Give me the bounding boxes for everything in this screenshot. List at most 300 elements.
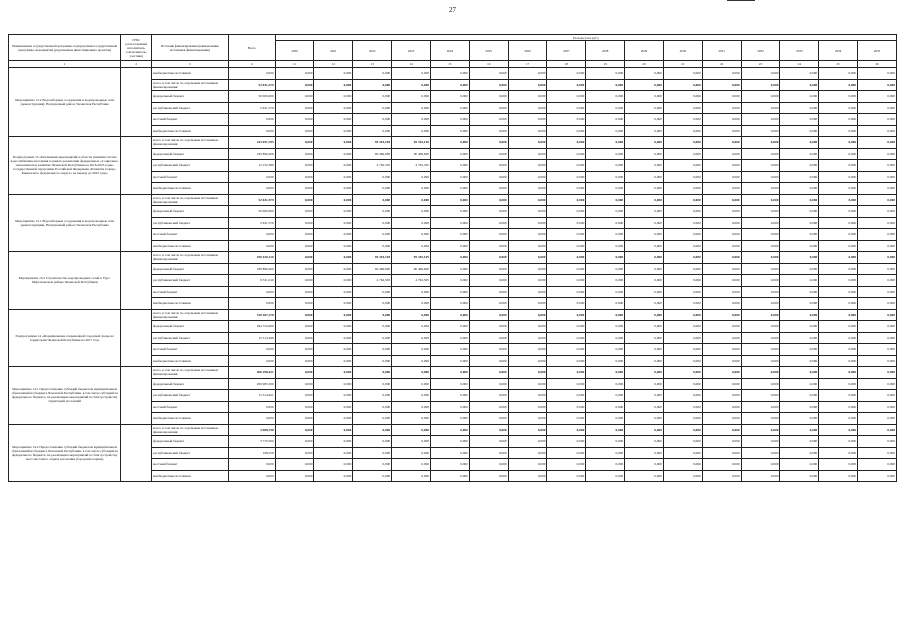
year-value-cell: 0,000 — [663, 321, 702, 333]
year-value-cell: 0,000 — [663, 309, 702, 321]
year-value-cell: 0,000 — [625, 321, 664, 333]
year-value-cell: 0,000 — [392, 367, 431, 379]
year-value-cell: 0,000 — [741, 286, 780, 298]
year-value-cell: 0,000 — [392, 378, 431, 390]
year-value-cell: 0,000 — [780, 263, 819, 275]
year-value-cell: 0,000 — [780, 332, 819, 344]
column-number: 17 — [508, 61, 547, 68]
year-value-cell: 0,000 — [819, 390, 858, 402]
total-cell: 290 983,500 — [228, 378, 275, 390]
year-value-cell: 4 762,505 — [392, 275, 431, 287]
year-value-cell: 0,000 — [625, 367, 664, 379]
year-value-cell: 0,000 — [430, 378, 469, 390]
year-value-cell: 0,000 — [586, 68, 625, 80]
year-value-cell: 0,000 — [625, 275, 664, 287]
year-value-cell: 0,000 — [625, 401, 664, 413]
year-value-cell: 0,000 — [430, 171, 469, 183]
year-value-cell: 0,000 — [508, 79, 547, 91]
year-value-cell: 0,000 — [819, 160, 858, 172]
year-value-cell: 0,000 — [275, 436, 314, 448]
year-value-cell: 0,000 — [858, 436, 897, 448]
year-value-cell: 0,000 — [547, 160, 586, 172]
table-row — [9, 68, 897, 80]
year-value-cell: 0,000 — [353, 309, 392, 321]
year-value-cell: 0,000 — [392, 470, 431, 482]
year-value-cell: 0,000 — [625, 217, 664, 229]
year-value-cell: 0,000 — [586, 171, 625, 183]
year-value-cell: 0,000 — [780, 447, 819, 459]
year-value-cell: 0,000 — [858, 413, 897, 425]
year-value-cell: 0,000 — [702, 378, 741, 390]
year-value-cell: 0,000 — [314, 424, 353, 436]
column-number: 16 — [469, 61, 508, 68]
year-value-cell: 0,000 — [430, 240, 469, 252]
year-value-cell: 0,000 — [858, 332, 897, 344]
year-value-cell: 0,000 — [741, 194, 780, 206]
year-value-cell: 0,000 — [663, 355, 702, 367]
year-value-cell: 0,000 — [625, 378, 664, 390]
year-value-cell: 0,000 — [819, 286, 858, 298]
year-value-cell: 0,000 — [819, 413, 858, 425]
year-value-cell: 0,000 — [702, 160, 741, 172]
year-value-cell: 0,000 — [702, 275, 741, 287]
year-value-cell: 0,000 — [392, 102, 431, 114]
source-cell: федеральный бюджет — [152, 378, 229, 390]
year-value-cell: 0,000 — [469, 298, 508, 310]
year-value-cell: 0,000 — [819, 401, 858, 413]
year-value-cell: 0,000 — [586, 206, 625, 218]
header-year: 2030 — [663, 41, 702, 61]
year-value-cell: 0,000 — [275, 114, 314, 126]
year-value-cell: 0,000 — [819, 378, 858, 390]
year-value-cell: 0,000 — [508, 91, 547, 103]
year-value-cell: 0,000 — [702, 309, 741, 321]
total-cell: 50 000,000 — [228, 91, 275, 103]
column-number: 22 — [702, 61, 741, 68]
year-value-cell: 0,000 — [353, 332, 392, 344]
year-value-cell: 0,000 — [819, 148, 858, 160]
year-value-cell: 0,000 — [508, 263, 547, 275]
year-value-cell: 0,000 — [508, 298, 547, 310]
year-value-cell: 0,000 — [430, 321, 469, 333]
year-value-cell: 0,000 — [469, 125, 508, 137]
year-value-cell: 0,000 — [741, 470, 780, 482]
year-value-cell: 0,000 — [275, 252, 314, 264]
year-value-cell: 0,000 — [469, 367, 508, 379]
year-value-cell: 0,000 — [314, 137, 353, 149]
year-value-cell: 0,000 — [858, 114, 897, 126]
year-value-cell: 0,000 — [430, 470, 469, 482]
year-value-cell: 0,000 — [625, 148, 664, 160]
year-value-cell: 0,000 — [625, 160, 664, 172]
year-value-cell: 0,000 — [430, 263, 469, 275]
year-value-cell: 0,000 — [663, 459, 702, 471]
year-value-cell: 0,000 — [275, 68, 314, 80]
year-value-cell: 0,000 — [508, 413, 547, 425]
year-value-cell: 0,000 — [430, 459, 469, 471]
year-value-cell: 0,000 — [625, 424, 664, 436]
year-value-cell: 0,000 — [780, 160, 819, 172]
year-value-cell: 0,000 — [819, 436, 858, 448]
year-value-cell: 0,000 — [469, 355, 508, 367]
year-value-cell: 0,000 — [586, 160, 625, 172]
year-value-cell: 0,000 — [780, 344, 819, 356]
total-cell: 294 754,000 — [228, 321, 275, 333]
year-value-cell: 0,000 — [586, 229, 625, 241]
year-value-cell: 95 310,105 — [392, 252, 431, 264]
year-value-cell: 0,000 — [275, 378, 314, 390]
source-cell: местный бюджет — [152, 344, 229, 356]
year-value-cell: 0,000 — [625, 355, 664, 367]
year-value-cell: 0,000 — [663, 424, 702, 436]
year-value-cell: 0,000 — [430, 183, 469, 195]
year-value-cell: 0,000 — [858, 183, 897, 195]
year-value-cell: 0,000 — [663, 91, 702, 103]
year-value-cell: 0,000 — [741, 436, 780, 448]
year-value-cell: 0,000 — [430, 298, 469, 310]
column-number: 23 — [741, 61, 780, 68]
year-value-cell: 0,000 — [780, 367, 819, 379]
table-row — [9, 252, 897, 264]
year-value-cell: 0,000 — [508, 309, 547, 321]
year-value-cell: 0,000 — [392, 240, 431, 252]
header-year: 2025 — [469, 41, 508, 61]
year-value-cell: 0,000 — [508, 68, 547, 80]
year-value-cell: 0,000 — [392, 413, 431, 425]
year-value-cell: 0,000 — [625, 229, 664, 241]
grbs-cell — [121, 68, 152, 137]
year-value-cell: 0,000 — [663, 114, 702, 126]
total-cell: 0,000 — [228, 240, 275, 252]
year-value-cell: 0,000 — [314, 309, 353, 321]
event-name: Подпрограмма 14 «Формирование современной городской среды на территории Чеченской Республики на 2017 год» — [9, 309, 121, 367]
year-value-cell: 0,000 — [663, 252, 702, 264]
year-value-cell: 0,000 — [508, 321, 547, 333]
year-value-cell: 0,000 — [819, 344, 858, 356]
year-value-cell: 0,000 — [741, 390, 780, 402]
table-row — [9, 309, 897, 321]
year-value-cell: 0,000 — [741, 401, 780, 413]
year-value-cell: 0,000 — [392, 321, 431, 333]
year-value-cell: 0,000 — [392, 332, 431, 344]
year-value-cell: 0,000 — [469, 137, 508, 149]
header-year: 2031 — [702, 41, 741, 61]
year-value-cell: 0,000 — [469, 217, 508, 229]
year-value-cell: 0,000 — [780, 194, 819, 206]
year-value-cell: 0,000 — [702, 125, 741, 137]
year-value-cell: 0,000 — [702, 470, 741, 482]
year-value-cell: 0,000 — [392, 459, 431, 471]
total-cell: 0,000 — [228, 459, 275, 471]
total-cell: 3 770,500 — [228, 436, 275, 448]
year-value-cell: 0,000 — [314, 321, 353, 333]
year-value-cell: 0,000 — [353, 102, 392, 114]
year-value-cell: 0,000 — [392, 309, 431, 321]
year-value-cell: 0,000 — [353, 114, 392, 126]
year-value-cell: 0,000 — [663, 79, 702, 91]
year-value-cell: 0,000 — [430, 286, 469, 298]
year-value-cell: 0,000 — [508, 401, 547, 413]
table-row — [9, 367, 897, 379]
event-name: Мероприятие 14.1 Предоставление субсидий бюджетам муниципальных образований из бюджета Чеченской Республики, в том числе субсидий из федерального бюджета, на реализацию мероприятий по благоустройству территорий поселений — [9, 367, 121, 425]
year-value-cell: 0,000 — [353, 459, 392, 471]
column-number: 20 — [625, 61, 664, 68]
year-value-cell: 0,000 — [547, 459, 586, 471]
year-value-cell: 0,000 — [547, 286, 586, 298]
year-value-cell: 0,000 — [780, 298, 819, 310]
total-cell: 243 051,795 — [228, 137, 275, 149]
header-year: 2035 — [858, 41, 897, 61]
year-value-cell: 0,000 — [430, 229, 469, 241]
year-value-cell: 0,000 — [392, 206, 431, 218]
year-value-cell: 0,000 — [702, 332, 741, 344]
year-value-cell: 0,000 — [663, 436, 702, 448]
year-value-cell: 0,000 — [780, 217, 819, 229]
year-value-cell: 0,000 — [508, 217, 547, 229]
year-value-cell: 0,000 — [392, 91, 431, 103]
year-value-cell: 0,000 — [275, 263, 314, 275]
header-year: 2027 — [547, 41, 586, 61]
year-value-cell: 0,000 — [663, 229, 702, 241]
year-value-cell: 0,000 — [780, 309, 819, 321]
total-cell: 52 631,579 — [228, 79, 275, 91]
year-value-cell: 0,000 — [314, 171, 353, 183]
header-source: Источник финансирования (наименования источников финансирования) — [152, 35, 229, 61]
year-value-cell: 0,000 — [858, 263, 897, 275]
year-value-cell: 0,000 — [547, 275, 586, 287]
year-value-cell: 0,000 — [314, 68, 353, 80]
year-value-cell: 0,000 — [547, 378, 586, 390]
year-value-cell: 0,000 — [780, 79, 819, 91]
year-value-cell: 0,000 — [275, 160, 314, 172]
year-value-cell: 0,000 — [780, 183, 819, 195]
year-value-cell: 0,000 — [392, 344, 431, 356]
year-value-cell: 0,000 — [780, 401, 819, 413]
year-value-cell: 0,000 — [702, 321, 741, 333]
year-value-cell: 0,000 — [625, 332, 664, 344]
year-value-cell: 0,000 — [780, 470, 819, 482]
year-value-cell: 0,000 — [780, 137, 819, 149]
year-value-cell: 0,000 — [275, 298, 314, 310]
grbs-cell — [121, 424, 152, 482]
year-value-cell: 0,000 — [663, 263, 702, 275]
year-value-cell: 0,000 — [625, 286, 664, 298]
year-value-cell: 0,000 — [547, 401, 586, 413]
year-value-cell: 0,000 — [430, 447, 469, 459]
year-value-cell: 0,000 — [353, 413, 392, 425]
year-value-cell: 0,000 — [780, 229, 819, 241]
year-value-cell: 0,000 — [392, 424, 431, 436]
source-cell: всего, в том числе по отдельным источникам финансирования: — [152, 79, 229, 91]
year-value-cell: 0,000 — [508, 252, 547, 264]
year-value-cell: 0,000 — [314, 298, 353, 310]
year-value-cell: 0,000 — [586, 148, 625, 160]
year-value-cell: 0,000 — [741, 344, 780, 356]
year-value-cell: 0,000 — [702, 424, 741, 436]
year-value-cell: 0,000 — [858, 286, 897, 298]
year-value-cell: 0,000 — [353, 91, 392, 103]
year-value-cell: 0,000 — [663, 275, 702, 287]
year-value-cell: 0,000 — [741, 240, 780, 252]
year-value-cell: 0,000 — [780, 68, 819, 80]
year-value-cell: 0,000 — [353, 436, 392, 448]
year-value-cell: 0,000 — [663, 447, 702, 459]
header-year: 2021 — [314, 41, 353, 61]
year-value-cell: 0,000 — [858, 447, 897, 459]
year-value-cell: 0,000 — [469, 390, 508, 402]
year-value-cell: 0,000 — [586, 240, 625, 252]
year-value-cell: 0,000 — [586, 436, 625, 448]
year-value-cell: 0,000 — [430, 217, 469, 229]
total-cell: 0,000 — [228, 183, 275, 195]
total-cell: 15 513,269 — [228, 332, 275, 344]
year-value-cell: 0,000 — [353, 298, 392, 310]
year-value-cell: 0,000 — [780, 102, 819, 114]
year-value-cell: 0,000 — [392, 183, 431, 195]
year-value-cell: 0,000 — [702, 68, 741, 80]
year-value-cell: 0,000 — [314, 436, 353, 448]
year-value-cell: 0,000 — [663, 206, 702, 218]
year-value-cell: 0,000 — [314, 229, 353, 241]
year-value-cell: 0,000 — [469, 252, 508, 264]
year-value-cell: 0,000 — [547, 171, 586, 183]
year-value-cell: 0,000 — [780, 275, 819, 287]
year-value-cell: 0,000 — [469, 286, 508, 298]
year-value-cell: 0,000 — [275, 275, 314, 287]
year-value-cell: 0,000 — [275, 91, 314, 103]
year-value-cell: 0,000 — [430, 367, 469, 379]
year-value-cell: 0,000 — [741, 413, 780, 425]
total-cell: 0,000 — [228, 344, 275, 356]
year-value-cell: 0,000 — [741, 275, 780, 287]
year-value-cell: 4 762,505 — [353, 160, 392, 172]
year-value-cell: 0,000 — [819, 459, 858, 471]
table-row — [9, 194, 897, 206]
year-value-cell: 0,000 — [314, 401, 353, 413]
source-cell: республиканский бюджет — [152, 217, 229, 229]
year-value-cell: 0,000 — [819, 206, 858, 218]
total-cell: 0,000 — [228, 125, 275, 137]
year-value-cell: 0,000 — [780, 321, 819, 333]
year-value-cell: 0,000 — [547, 91, 586, 103]
year-value-cell: 0,000 — [314, 332, 353, 344]
year-value-cell: 95 310,105 — [392, 137, 431, 149]
year-value-cell: 0,000 — [586, 413, 625, 425]
year-value-cell: 0,000 — [392, 79, 431, 91]
year-value-cell: 0,000 — [741, 263, 780, 275]
year-value-cell: 0,000 — [314, 102, 353, 114]
year-value-cell: 0,000 — [702, 183, 741, 195]
year-value-cell: 0,000 — [625, 102, 664, 114]
year-value-cell: 0,000 — [392, 125, 431, 137]
total-cell: 3 968,758 — [228, 424, 275, 436]
year-value-cell: 0,000 — [508, 206, 547, 218]
year-value-cell: 0,000 — [314, 378, 353, 390]
year-value-cell: 0,000 — [702, 229, 741, 241]
year-value-cell: 0,000 — [702, 171, 741, 183]
year-value-cell: 0,000 — [858, 401, 897, 413]
year-value-cell: 0,000 — [702, 436, 741, 448]
header-year: 2022 — [353, 41, 392, 61]
column-number: 4 — [228, 61, 275, 68]
year-value-cell: 0,000 — [547, 240, 586, 252]
year-value-cell: 0,000 — [858, 459, 897, 471]
grbs-cell — [121, 194, 152, 252]
year-value-cell: 0,000 — [586, 183, 625, 195]
year-value-cell: 0,000 — [858, 206, 897, 218]
year-value-cell: 0,000 — [625, 91, 664, 103]
column-number: 19 — [586, 61, 625, 68]
year-value-cell: 0,000 — [314, 114, 353, 126]
total-cell: 50 000,000 — [228, 206, 275, 218]
header-event: Наименование государственной программы, подпрограммы государственной программы, мероприятия (укрупненных инвестиционных проектов) — [9, 35, 121, 61]
year-value-cell: 0,000 — [314, 413, 353, 425]
year-value-cell: 0,000 — [586, 401, 625, 413]
year-value-cell: 0,000 — [353, 470, 392, 482]
year-value-cell: 0,000 — [547, 332, 586, 344]
year-value-cell: 0,000 — [508, 344, 547, 356]
year-value-cell: 90 469,600 — [353, 263, 392, 275]
year-value-cell: 0,000 — [275, 125, 314, 137]
year-value-cell: 0,000 — [469, 102, 508, 114]
year-value-cell: 0,000 — [508, 355, 547, 367]
year-value-cell: 0,000 — [625, 413, 664, 425]
year-value-cell: 0,000 — [586, 217, 625, 229]
year-value-cell: 0,000 — [430, 390, 469, 402]
year-value-cell: 0,000 — [469, 183, 508, 195]
year-value-cell: 0,000 — [353, 286, 392, 298]
table-header — [9, 35, 897, 68]
table-row — [9, 137, 897, 149]
year-value-cell: 0,000 — [469, 436, 508, 448]
header-year: 2024 — [430, 41, 469, 61]
year-value-cell: 0,000 — [702, 263, 741, 275]
year-value-cell: 0,000 — [508, 424, 547, 436]
event-name: Мероприятие 13.1 Водозаборные сооружения и водопроводные сети (реконструкция). Надтеречный район, Чеченская Республика — [9, 194, 121, 252]
source-cell: местный бюджет — [152, 171, 229, 183]
year-value-cell: 0,000 — [547, 125, 586, 137]
year-value-cell: 0,000 — [508, 275, 547, 287]
year-value-cell: 0,000 — [469, 79, 508, 91]
year-value-cell: 4 762,505 — [392, 160, 431, 172]
year-value-cell: 0,000 — [353, 367, 392, 379]
year-value-cell: 0,000 — [819, 240, 858, 252]
year-value-cell: 0,000 — [819, 194, 858, 206]
source-cell: местный бюджет — [152, 401, 229, 413]
year-value-cell: 0,000 — [275, 148, 314, 160]
year-value-cell: 0,000 — [663, 160, 702, 172]
year-value-cell: 0,000 — [353, 68, 392, 80]
year-value-cell: 0,000 — [314, 252, 353, 264]
header-year: 2032 — [741, 41, 780, 61]
total-cell: 0,000 — [228, 229, 275, 241]
year-value-cell: 0,000 — [702, 401, 741, 413]
year-value-cell: 0,000 — [702, 459, 741, 471]
year-value-cell: 0,000 — [392, 68, 431, 80]
year-value-cell: 0,000 — [430, 91, 469, 103]
year-value-cell: 0,000 — [508, 459, 547, 471]
year-value-cell: 0,000 — [819, 252, 858, 264]
year-value-cell: 0,000 — [858, 91, 897, 103]
year-value-cell: 0,000 — [625, 194, 664, 206]
year-value-cell: 0,000 — [275, 355, 314, 367]
year-value-cell: 0,000 — [858, 160, 897, 172]
source-cell: местный бюджет — [152, 114, 229, 126]
source-cell: республиканский бюджет — [152, 332, 229, 344]
year-value-cell: 0,000 — [430, 102, 469, 114]
grbs-cell — [121, 252, 152, 310]
year-value-cell: 0,000 — [625, 206, 664, 218]
